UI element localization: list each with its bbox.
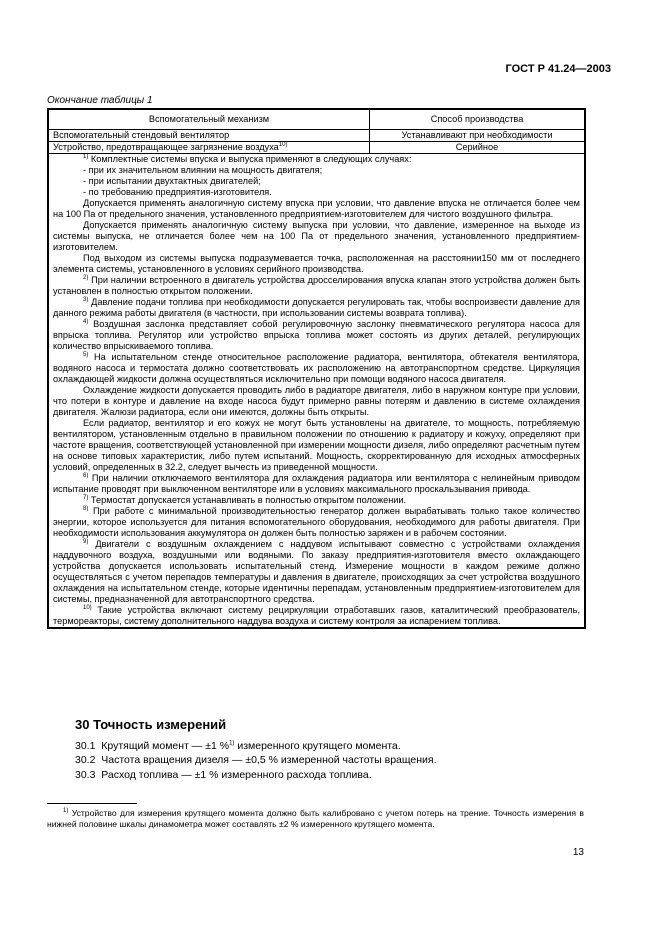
- note-text: При работе с минимальной производительностью генератор должен вырабатывать только такое количество энергии, которое используется для питания вспомогательного оборудования, необходимого для работы двигателя. При необходимости использования аккумулятора он должен быть полностью заряжен и в рабочем состоянии.: [53, 506, 580, 538]
- note-text: Давление подачи топлива при необходимости допускается регулировать так, чтобы воспроизвести давление для данного режима работы двигателя (в частности, при использовании системы возврата топлива).: [53, 297, 580, 318]
- note-mark: 8): [83, 505, 89, 512]
- note-text: - при испытании двухтактных двигателей;: [83, 176, 261, 186]
- note-text: Если радиатор, вентилятор и его кожух не могут быть установлены на двигателе, то мощность, потребляемую вентилятором, установленным отдельно в правильном положении по отношению к радиатору и кожуху, определяют при частоте вращения, соответствующей установленной при измерении мощности дизеля, либо определяют расчетным путем на основе типовых характеристик, либо путем испытаний. Мощность, скорректированную для исходных атмосферных условий, определенных в 32.2, следует вычесть из приведенной мощности.: [53, 418, 580, 472]
- item-number: 30.3: [75, 769, 96, 781]
- table-note: [53, 418, 580, 473]
- table-note: [53, 220, 580, 253]
- section-title: 30 Точность измерений: [75, 717, 227, 732]
- note-mark: 1): [83, 153, 89, 160]
- accuracy-item: [75, 769, 372, 781]
- table-note: [53, 506, 580, 539]
- note-text: - по требованию предприятия-изготовителя.: [83, 187, 272, 197]
- note-text: Термостат допускается устанавливать в полностью открытом положении.: [90, 495, 407, 505]
- table-note: [53, 198, 580, 220]
- column-header-mechanism: Вспомогательный механизм: [49, 110, 370, 130]
- mechanism-cell: [49, 130, 370, 142]
- table-caption: Окончание таблицы 1: [47, 95, 153, 106]
- note-mark: 7): [83, 494, 89, 501]
- table-note: [53, 297, 580, 319]
- note-mark: 9): [83, 538, 89, 545]
- table-note: [53, 253, 580, 275]
- note-text: Допускается применять аналогичную систему впуска при условии, что давление впуска не отличается более чем на 100 Па от предельного значения, установленного предприятием-изготовителем для чистого воздушного фильтра.: [53, 198, 580, 219]
- document-code: ГОСТ Р 41.24—2003: [505, 63, 611, 75]
- accuracy-item: [75, 740, 401, 752]
- item-text: Частота вращения дизеля — ±0,5 % измеренной частоты вращения.: [101, 754, 437, 766]
- page-number: 13: [572, 847, 584, 858]
- table-notes: [49, 154, 585, 628]
- auxiliary-equipment-table: [47, 108, 586, 629]
- table-note: [53, 187, 580, 198]
- table-note: [53, 319, 580, 352]
- note-mark: 3): [83, 296, 89, 303]
- table-row: [49, 142, 585, 154]
- table-note: [53, 165, 580, 176]
- item-text-tail: измеренного крутящего момента.: [234, 740, 401, 752]
- note-mark: 2): [83, 274, 89, 281]
- item-number: 30.1: [75, 740, 96, 752]
- footnote-separator: [47, 803, 137, 804]
- note-text: Такие устройства включают систему рециркуляции отработавших газов, каталитический преобразователь, термореакторы, систему дополнительного наддува воздуха и систему контроля за испарением топлива.: [53, 605, 580, 626]
- table-row: [49, 130, 585, 142]
- item-text: Расход топлива — ±1 % измеренного расхода топлива.: [101, 769, 372, 781]
- table-note: [53, 154, 580, 165]
- item-number: 30.2: [75, 754, 96, 766]
- note-mark: 10): [83, 604, 92, 611]
- note-text: Допускается применять аналогичную систему выпуска при условии, что давление, измеренное на выходе из системы выпуска, не отличается более чем на 100 Па от предельного значения, установленного предприятием-изготовителем.: [53, 220, 580, 252]
- mechanism-cell: [49, 142, 370, 154]
- note-text: - при их значительном влиянии на мощность двигателя;: [83, 165, 323, 175]
- item-text: Крутящий момент — ±1 %: [101, 740, 230, 752]
- note-text: На испытательном стенде относительное расположение радиатора, вентилятора, обтекателя вентилятора, водяного насоса и термостата должно соответствовать их расположению на автотранспортном средстве. Циркуляция охлаждающей жидкости должна осуществляться исключительно при помощи водяного насоса двигателя.: [53, 352, 580, 384]
- note-text: Под выходом из системы выпуска подразумевается точка, расположенная на расстоянии150 мм от последнего элемента системы, установленного в условиях серийного производства.: [53, 253, 580, 274]
- footnote-ref: 1): [229, 740, 235, 747]
- note-text: Охлаждение жидкости допускается проводить либо в радиаторе двигателя, либо в наружном контуре при условии, что потери в контуре и давление на входе насоса будут примерно равны потерям и давлению в системе охлаждения двигателя. Жалюзи радиатора, если они имеются, должны быть открыты.: [53, 385, 580, 417]
- note-text: Комплектные системы впуска и выпуска применяют в следующих случаях:: [90, 154, 412, 164]
- note-text: Воздушная заслонка представляет собой регулировочную заслонку пневматического регулятора насоса для впрыска топлива. Регулятор или устройство впрыска топлива может состоять из других деталей, регулирующих количество впрыскиваемого топлива.: [53, 319, 580, 351]
- accuracy-item: [75, 754, 437, 766]
- column-header-method: Способ производства: [370, 110, 585, 130]
- table-note: [53, 605, 580, 627]
- note-mark: 5): [83, 351, 89, 358]
- note-mark: 10): [278, 141, 288, 148]
- note-mark: 4): [83, 318, 89, 325]
- table-header-row: [49, 110, 585, 130]
- table-note: [53, 473, 580, 495]
- table-note: [53, 352, 580, 385]
- table-note: [53, 385, 580, 418]
- note-text: При наличии отключаемого вентилятора для охлаждения радиатора или вентилятора с нелинейным приводом испытание проводят при выключенном вентиляторе или в условиях максимального проскальзывания привода.: [53, 473, 580, 494]
- method-cell: Серийное: [370, 142, 585, 154]
- note-mark: 6): [83, 472, 89, 479]
- table-note: [53, 539, 580, 605]
- table-notes-row: [49, 154, 585, 628]
- footnote-text: Устройство для измерения крутящего момента должно быть калибровано с учетом потерь на трение. Точность измерения в нижней половине шкалы динамометра может составлять ±2 % измеренного крутящего момента.: [47, 808, 584, 829]
- table-note: [53, 275, 580, 297]
- note-text: Двигатели с воздушным охлаждением с наддувом испытывают совместно с устройствами охлаждения наддувочного воздуха, воздушными или водяными. По заказу предприятия-изготовителя вместо охлаждающего устройства допускается использовать испытательный стенд. Измерение мощности в каждом режиме должно осуществляться с учетом перепадов температуры и давления в двигателе, происходящих за счет устройства воздушного охлаждения на испытательном стенде, которые идентичны перепадам, установленным предприятием-изготовителем для системы, предназначенной для автотранспортного средства.: [53, 539, 580, 604]
- mechanism-text: Вспомогательный стендовый вентилятор: [53, 130, 230, 140]
- method-cell: Устанавливают при необходимости: [370, 130, 585, 142]
- note-text: При наличии встроенного в двигатель устройства дросселирования впуска клапан этого устройства должен быть установлен в полностью открытом положении.: [53, 275, 580, 296]
- footnote-mark: 1): [63, 808, 69, 815]
- table-note: [53, 176, 580, 187]
- page-footnote: [47, 808, 584, 830]
- mechanism-text: Устройство, предотвращающее загрязнение воздуха: [53, 142, 279, 152]
- table-note: [53, 495, 580, 506]
